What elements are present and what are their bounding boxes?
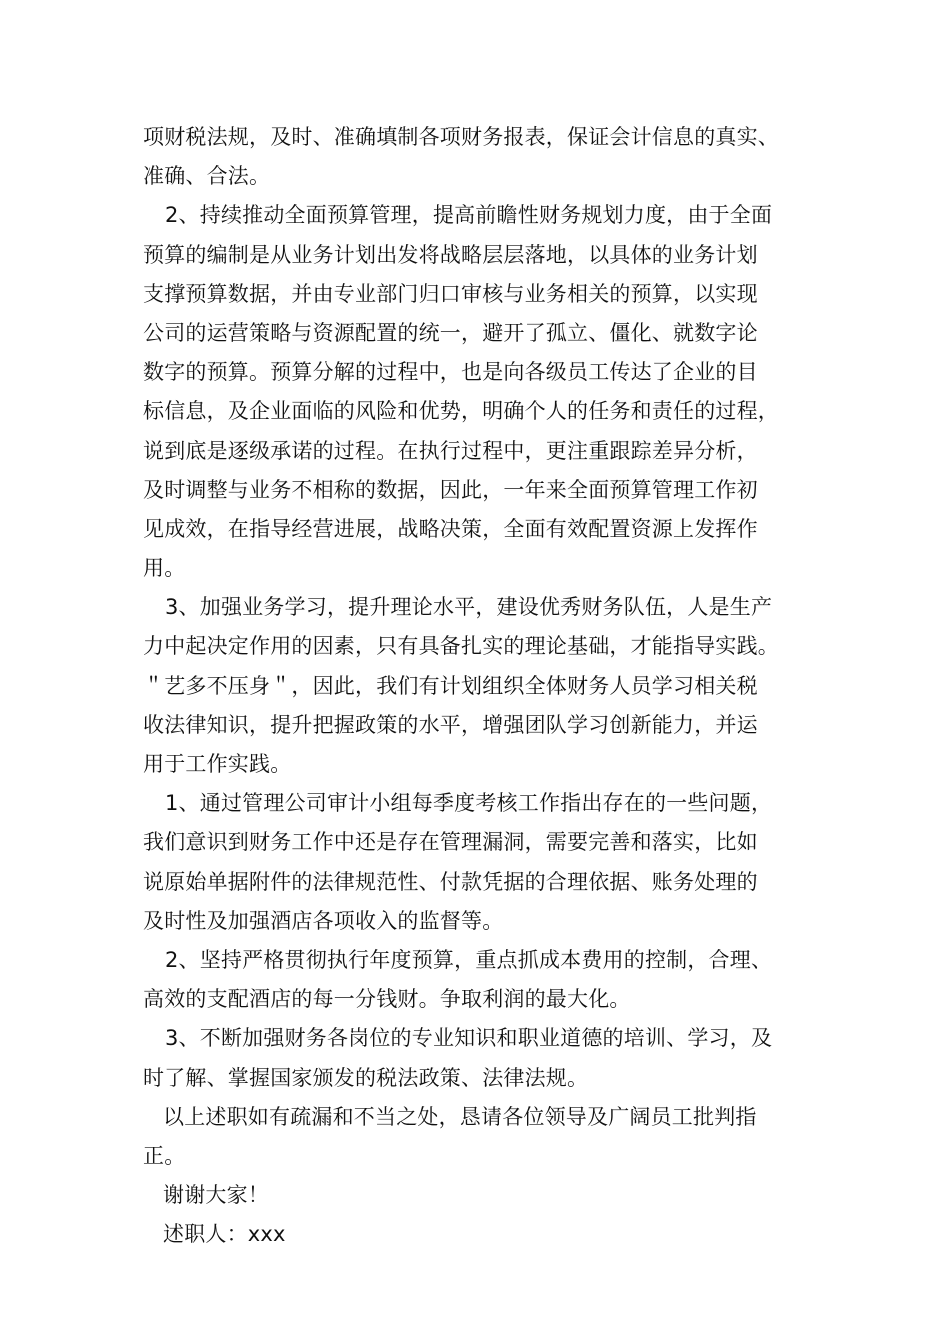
text-line: 及时调整与业务不相称的数据，因此，一年来全面预算管理工作初	[143, 477, 758, 502]
text-line: 说到底是逐级承诺的过程。在执行过程中，更注重跟踪差异分析，	[143, 438, 758, 463]
text-line: 2、持续推动全面预算管理，提高前瞻性财务规划力度，由于全面	[165, 203, 773, 228]
text-line: 以上述职如有疏漏和不当之处，恳请各位领导及广阔员工批判指	[163, 1104, 757, 1129]
text-line: 准确、合法。	[143, 164, 271, 189]
text-line: 我们意识到财务工作中还是存在管理漏洞，需要完善和落实，比如	[143, 830, 758, 855]
text-line: 预算的编制是从业务计划出发将战略层层落地，以具体的业务计划	[143, 242, 758, 267]
document-body	[143, 118, 833, 1254]
text-line: 见成效，在指导经营进展，战略决策，全面有效配置资源上发挥作	[143, 516, 758, 541]
text-line: 述职人：xxx	[163, 1222, 286, 1247]
text-line: 2、坚持严格贯彻执行年度预算，重点抓成本费用的控制，合理、	[165, 947, 773, 972]
text-line: 说原始单据附件的法律规范性、付款凭据的合理依据、账务处理的	[143, 869, 758, 894]
text-line: 谢谢大家！	[163, 1183, 269, 1208]
text-line: 3、加强业务学习，提升理论水平，建设优秀财务队伍，人是生产	[165, 595, 773, 620]
text-line: 公司的运营策略与资源配置的统一，避开了孤立、僵化、就数字论	[143, 320, 758, 345]
text-line: ＂艺多不压身＂，因此，我们有计划组织全体财务人员学习相关税	[143, 673, 758, 698]
text-line: 1、通过管理公司审计小组每季度考核工作指出存在的一些问题，	[165, 791, 773, 816]
text-line: 用于工作实践。	[143, 752, 292, 776]
text-line: 高效的支配酒店的每一分钱财。争取利润的最大化。	[143, 987, 631, 1012]
text-line: 收法律知识，提升把握政策的水平，增强团队学习创新能力，并运	[143, 712, 758, 737]
text-line: 支撑预算数据，并由专业部门归口审核与业务相关的预算，以实现	[143, 281, 758, 306]
text-line: 力中起决定作用的因素，只有具备扎实的理论基础，才能指导实践。	[143, 634, 779, 659]
text-line: 及时性及加强酒店各项收入的监督等。	[143, 908, 504, 933]
text-line: 3、不断加强财务各岗位的专业知识和职业道德的培训、学习，及	[165, 1026, 773, 1051]
text-line: 项财税法规，及时、准确填制各项财务报表，保证会计信息的真实、	[143, 125, 779, 149]
text-line: 正。	[143, 1143, 186, 1168]
text-line: 时了解、掌握国家颁发的税法政策、法律法规。	[143, 1065, 589, 1090]
text-line: 数字的预算。预算分解的过程中，也是向各级员工传达了企业的目	[143, 360, 758, 385]
text-line: 标信息，及企业面临的风险和优势，明确个人的任务和责任的过程，	[143, 399, 779, 424]
text-line: 用。	[143, 556, 186, 581]
